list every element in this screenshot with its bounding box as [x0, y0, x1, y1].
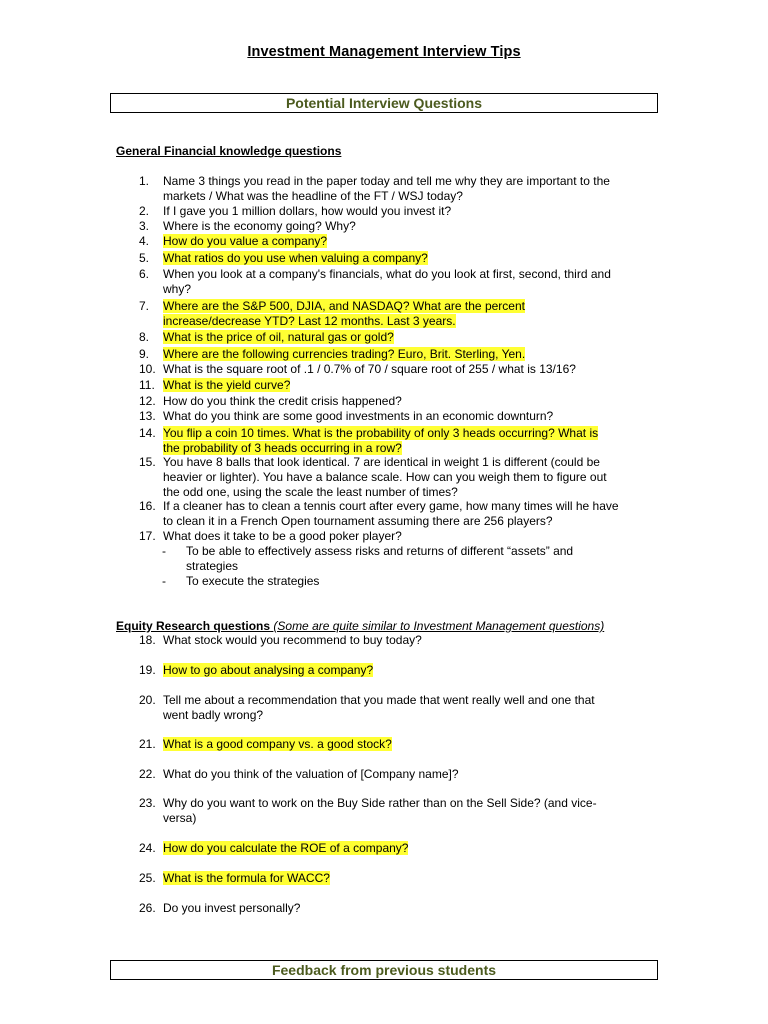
question-text — [163, 767, 659, 782]
question-text — [163, 251, 659, 266]
text-line: What is the square root of .1 / 0.7% of 70 / square root of 255 / what is 13/16? — [163, 362, 576, 376]
text-line: How do you calculate the ROE of a company? — [163, 841, 409, 855]
bullet-dash: - — [162, 544, 166, 558]
question-text — [163, 737, 659, 752]
text-line: What is a good company vs. a good stock? — [163, 737, 392, 751]
question-number: 14. — [139, 426, 156, 440]
question-number: 12. — [139, 394, 156, 408]
text-line: How do you think the credit crisis happened? — [163, 394, 402, 408]
question-text — [163, 426, 659, 456]
text-line: How to go about analysing a company? — [163, 663, 374, 677]
text-line: Where is the economy going? Why? — [163, 219, 356, 233]
question-text — [163, 267, 659, 297]
equity-section-heading — [116, 619, 604, 633]
text-line: To execute the strategies — [186, 574, 320, 588]
question-text — [163, 871, 659, 886]
question-number: 16. — [139, 499, 156, 513]
question-number: 6. — [139, 267, 150, 281]
question-text — [163, 499, 659, 529]
question-text — [163, 234, 659, 249]
question-number: 15. — [139, 455, 156, 469]
question-number: 11. — [139, 378, 155, 392]
question-text — [163, 394, 659, 409]
question-number: 4. — [139, 234, 150, 248]
question-text — [163, 529, 659, 544]
text-line: Why do you want to work on the Buy Side rather than on the Sell Side? (and vice- — [163, 796, 597, 810]
text-line: the odd one, using the scale the least number of times? — [163, 485, 458, 499]
question-number: 10. — [139, 362, 156, 376]
question-text — [163, 219, 659, 234]
question-number: 26. — [139, 901, 156, 915]
question-number: 5. — [139, 251, 150, 265]
text-line: How do you value a company? — [163, 234, 328, 248]
text-line: What does it take to be a good poker player? — [163, 529, 402, 543]
text-line: strategies — [186, 559, 239, 573]
question-number: 19. — [139, 663, 156, 677]
text-line: When you look at a company's financials, what do you look at first, second, third and — [163, 267, 611, 281]
question-number: 9. — [139, 347, 150, 361]
question-text — [163, 299, 659, 329]
question-text — [163, 347, 659, 362]
question-number: 18. — [139, 633, 156, 647]
text-line: To be able to effectively assess risks and returns of different “assets” and — [186, 544, 574, 558]
text-line: increase/decrease YTD? Last 12 months. Last 3 years. — [163, 314, 456, 328]
question-text — [163, 455, 659, 500]
feedback-header: Feedback from previous students — [110, 960, 658, 980]
question-number: 24. — [139, 841, 156, 855]
general-section-heading: General Financial knowledge questions — [116, 144, 342, 158]
text-line: Where are the S&P 500, DJIA, and NASDAQ? What are the percent — [163, 299, 525, 313]
question-text — [163, 174, 659, 204]
question-number: 1. — [139, 174, 150, 188]
text-line: What ratios do you use when valuing a company? — [163, 251, 428, 265]
text-line: heavier or lighter). You have a balance scale. How can you weigh them to figure out — [163, 470, 607, 484]
question-number: 20. — [139, 693, 156, 707]
text-line: Tell me about a recommendation that you made that went really well and one that — [163, 693, 595, 707]
text-line: Do you invest personally? — [163, 901, 301, 915]
text-line: You flip a coin 10 times. What is the probability of only 3 heads occurring? What is — [163, 426, 599, 440]
question-text — [163, 663, 659, 678]
question-text — [163, 378, 659, 393]
question-number: 8. — [139, 330, 150, 344]
text-line: markets / What was the headline of the FT / WSJ today? — [163, 189, 463, 203]
document-title: Investment Management Interview Tips — [247, 44, 521, 60]
question-number: 25. — [139, 871, 156, 885]
question-number: 17. — [139, 529, 156, 543]
text-line: why? — [163, 282, 192, 296]
text-line: the probability of 3 heads occurring in a row? — [163, 441, 402, 455]
question-number: 7. — [139, 299, 150, 313]
text-line: What is the price of oil, natural gas or gold? — [163, 330, 394, 344]
question-text — [163, 633, 659, 648]
question-number: 13. — [139, 409, 156, 423]
question-text — [163, 841, 659, 856]
text-line: to clean it in a French Open tournament assuming there are 256 players? — [163, 514, 553, 528]
equity-section-title: Equity Research questions — [116, 619, 271, 633]
bullet-dash: - — [162, 574, 166, 588]
question-number: 23. — [139, 796, 156, 810]
question-text — [163, 330, 659, 345]
question-text — [163, 409, 659, 424]
text-line: What stock would you recommend to buy today? — [163, 633, 422, 647]
bullet-text — [186, 574, 656, 589]
text-line: What is the yield curve? — [163, 378, 291, 392]
text-line: What is the formula for WACC? — [163, 871, 330, 885]
text-line: If I gave you 1 million dollars, how would you invest it? — [163, 204, 452, 218]
question-text — [163, 204, 659, 219]
question-number: 3. — [139, 219, 150, 233]
text-line: Where are the following currencies trading? Euro, Brit. Sterling, Yen. — [163, 347, 526, 361]
text-line: You have 8 balls that look identical. 7 are identical in weight 1 is different (could be — [163, 455, 600, 469]
text-line: Name 3 things you read in the paper today and tell me why they are important to the — [163, 174, 610, 188]
text-line: went badly wrong? — [163, 708, 264, 722]
equity-section-subtitle: (Some are quite similar to Investment Management questions) — [273, 619, 605, 633]
question-number: 2. — [139, 204, 150, 218]
question-text — [163, 796, 659, 826]
text-line: What do you think are some good investments in an economic downturn? — [163, 409, 554, 423]
question-number: 22. — [139, 767, 156, 781]
potential-questions-header: Potential Interview Questions — [110, 93, 658, 113]
question-text — [163, 362, 659, 377]
text-line: What do you think of the valuation of [Company name]? — [163, 767, 459, 781]
text-line: versa) — [163, 811, 197, 825]
question-text — [163, 901, 659, 916]
bullet-text — [186, 544, 656, 574]
question-text — [163, 693, 659, 723]
text-line: If a cleaner has to clean a tennis court after every game, how many times will he have — [163, 499, 619, 513]
question-number: 21. — [139, 737, 156, 751]
